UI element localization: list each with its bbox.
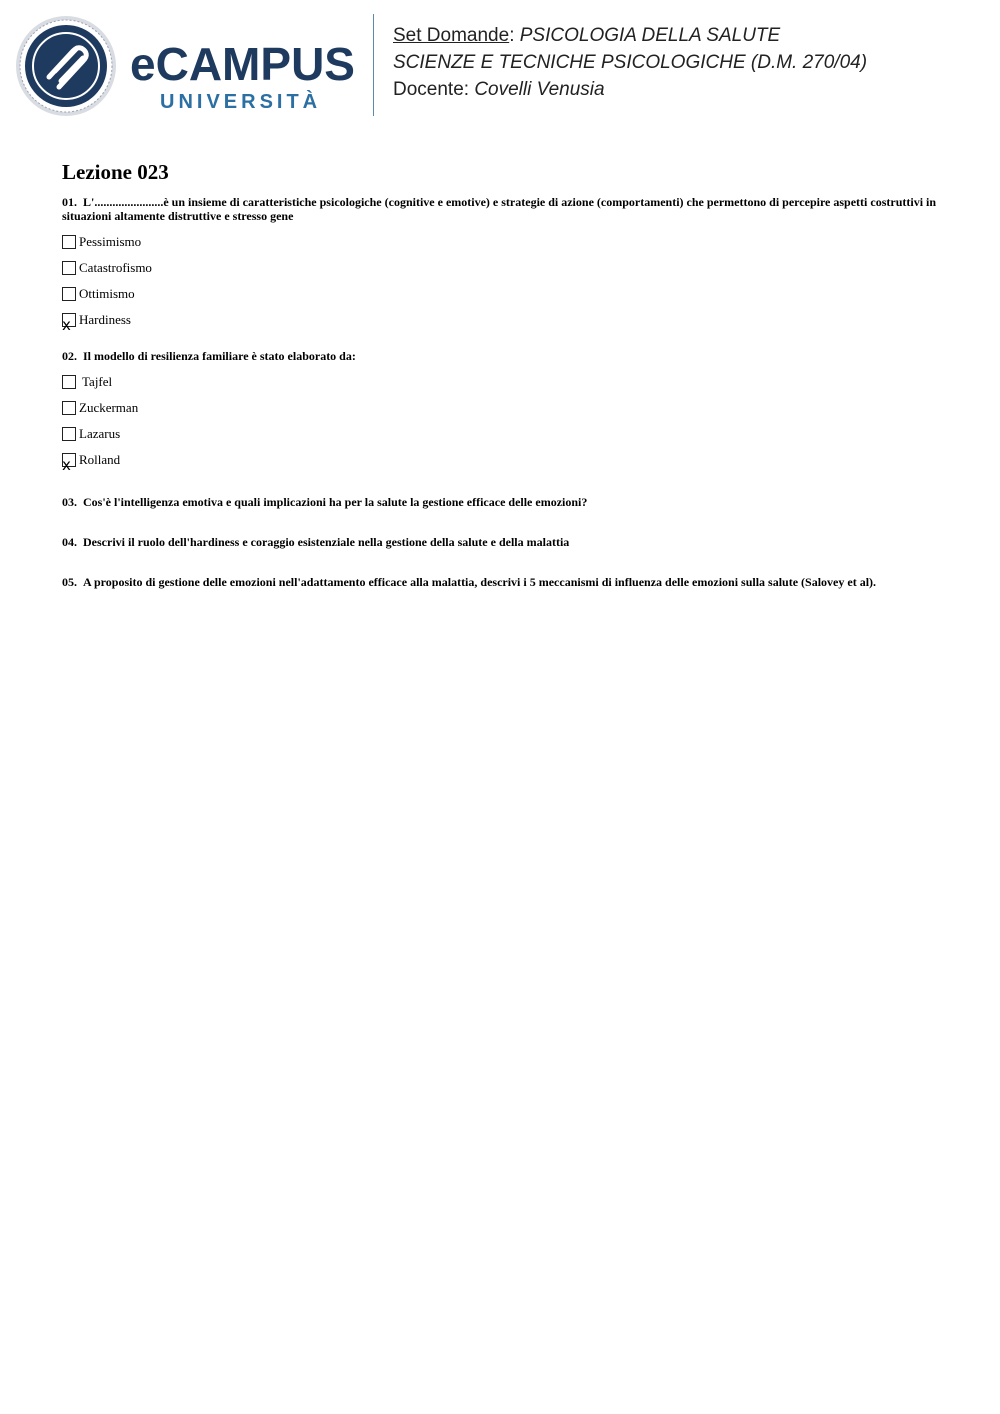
option-label: Ottimismo <box>79 286 135 301</box>
option-ottimismo[interactable] <box>62 281 942 307</box>
option-label: Hardiness <box>79 312 131 327</box>
ecampus-wordmark <box>130 38 360 118</box>
header-divider <box>373 14 374 116</box>
checkbox[interactable] <box>62 287 76 301</box>
course-line <box>393 22 993 49</box>
teacher-name: Covelli Venusia <box>474 79 605 100</box>
lesson-title: Lezione 023 <box>62 160 169 184</box>
option-label: Pessimismo <box>79 234 142 249</box>
course-name: PSICOLOGIA DELLA SALUTE <box>519 25 781 46</box>
option-label: Lazarus <box>79 426 121 441</box>
question-text: 01. L'.......................è un insieme di caratteristiche psicologiche (cognitive e emotive) e strategie di azione (comportamenti) che permettono di percepire aspetti costruttivi in situazioni altamente distruttive e stresso gene <box>62 195 937 223</box>
option-label: Tajfel <box>79 374 113 389</box>
question-01 <box>62 195 942 333</box>
question-set <box>62 160 942 615</box>
checkbox[interactable] <box>62 401 76 415</box>
option-tajfel[interactable] <box>62 369 942 395</box>
option-pessimismo[interactable] <box>62 229 942 255</box>
check-x-icon: x <box>62 456 71 474</box>
checkbox[interactable] <box>62 375 76 389</box>
course-info <box>393 22 993 103</box>
ecampus-seal-logo <box>15 15 117 117</box>
page-header <box>0 0 1000 130</box>
option-lazarus[interactable] <box>62 421 942 447</box>
question-02 <box>62 349 942 473</box>
question-04: 04. Descrivi il ruolo dell'hardiness e coraggio esistenziale nella gestione della salute e della malattia <box>62 535 570 549</box>
option-rolland[interactable] <box>62 447 942 473</box>
set-label: Set Domande <box>393 25 510 46</box>
set-colon: : <box>509 25 520 46</box>
option-label: Zuckerman <box>79 400 139 415</box>
question-05: 05. A proposito di gestione delle emozioni nell'adattamento efficace alla malattia, descrivi i 5 meccanismi di influenza delle emozioni sulla salute (Salovey et al). <box>62 575 877 589</box>
checkbox[interactable] <box>62 261 76 275</box>
logo-word-text: eCAMPUS <box>130 38 355 90</box>
open-questions <box>62 495 942 589</box>
degree-name: SCIENZE E TECNICHE PSICOLOGICHE (D.M. 270/04) <box>393 52 868 73</box>
question-text: 02. Il modello di resilienza familiare è stato elaborato da: <box>62 349 356 363</box>
checkbox[interactable] <box>62 427 76 441</box>
checkbox-checked[interactable] <box>62 453 76 474</box>
question-03: 03. Cos'è l'intelligenza emotiva e quali implicazioni ha per la salute la gestione efficace delle emozioni? <box>62 495 588 509</box>
checkbox-checked[interactable] <box>62 313 76 334</box>
check-x-icon: x <box>62 316 71 334</box>
option-zuckerman[interactable] <box>62 395 942 421</box>
option-catastrofismo[interactable] <box>62 255 942 281</box>
logo-sub-text: UNIVERSITÀ <box>160 91 322 113</box>
teacher-label: Docente: <box>393 79 475 100</box>
teacher-line <box>393 76 993 103</box>
option-hardiness[interactable] <box>62 307 942 333</box>
option-label: Rolland <box>79 452 121 467</box>
option-label: Catastrofismo <box>79 260 152 275</box>
checkbox[interactable] <box>62 235 76 249</box>
